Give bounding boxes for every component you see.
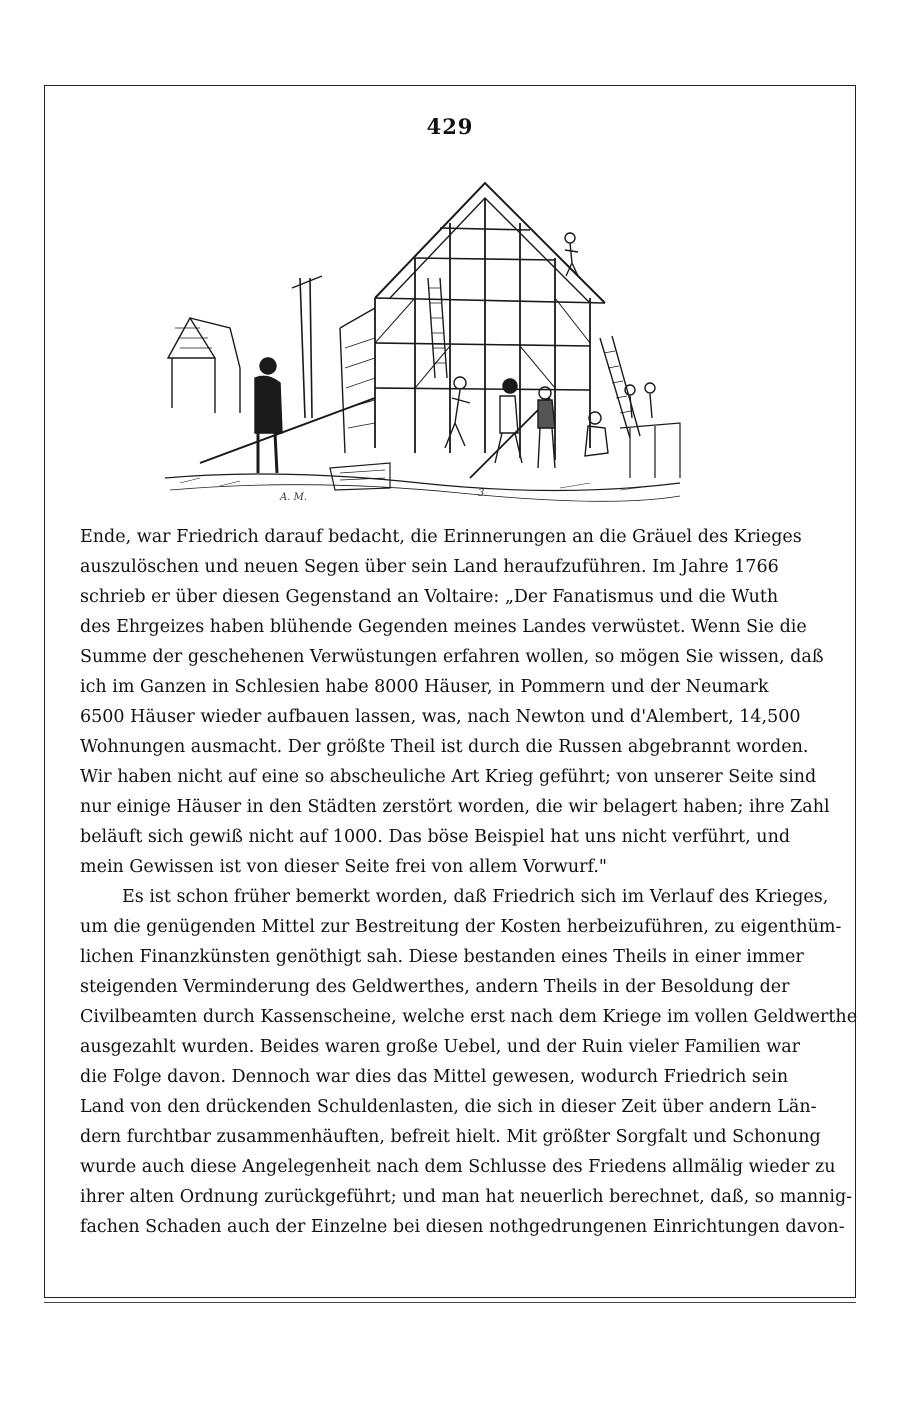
text-line: 6500 Häuser wieder aufbauen lassen, was, nach Newton und d'Alembert, 14,500 bbox=[80, 707, 801, 727]
text-line: Summe der geschehenen Verwüstungen erfahren wollen, so mögen Sie wissen, daß bbox=[80, 647, 824, 667]
text-line: Civilbeamten durch Kassenscheine, welche erst nach dem Kriege im vollen Geldwerthe bbox=[80, 1007, 858, 1027]
text-line: dern furchtbar zusammenhäuften, befreit hielt. Mit größter Sorgfalt und Schonung bbox=[80, 1127, 821, 1147]
page-number: 429 bbox=[426, 114, 474, 139]
text-line: wurde auch diese Angelegenheit nach dem Schlusse des Friedens allmälig wieder zu bbox=[80, 1157, 836, 1177]
text-line: Es ist schon früher bemerkt worden, daß Friedrich sich im Verlauf des Krieges, bbox=[122, 887, 829, 907]
text-line: Wohnungen ausmacht. Der größte Theil ist durch die Russen abgebrannt worden. bbox=[80, 737, 809, 757]
text-line: Land von den drückenden Schuldenlasten, die sich in dieser Zeit über andern Län- bbox=[80, 1097, 817, 1117]
text-line: beläuft sich gewiß nicht auf 1000. Das böse Beispiel hat uns nicht verführt, und bbox=[80, 827, 791, 847]
text-line: schrieb er über diesen Gegenstand an Voltaire: „Der Fanatismus und die Wuth bbox=[80, 587, 779, 607]
text-line: ausgezahlt wurden. Beides waren große Uebel, und der Ruin vieler Familien war bbox=[80, 1037, 801, 1057]
engraving-building-construction-icon bbox=[160, 178, 685, 503]
body-text bbox=[80, 522, 858, 1242]
text-line: des Ehrgeizes haben blühende Gegenden meines Landes verwüstet. Wenn Sie die bbox=[80, 617, 807, 637]
text-line: ihrer alten Ordnung zurückgeführt; und man hat neuerlich berechnet, daß, so mannig- bbox=[80, 1187, 853, 1207]
text-line: fachen Schaden auch der Einzelne bei diesen nothgedrungenen Einrichtungen davon- bbox=[80, 1217, 845, 1237]
text-line: auszulöschen und neuen Segen über sein Land heraufzuführen. Im Jahre 1766 bbox=[80, 557, 779, 577]
text-line: die Folge davon. Dennoch war dies das Mittel gewesen, wodurch Friedrich sein bbox=[80, 1067, 789, 1087]
text-line: mein Gewissen ist von dieser Seite frei von allem Vorwurf." bbox=[80, 857, 607, 877]
text-line: um die genügenden Mittel zur Bestreitung der Kosten herbeizuführen, zu eigenthüm- bbox=[80, 917, 842, 937]
text-line: steigenden Verminderung des Geldwerthes, andern Theils in der Besoldung der bbox=[80, 977, 790, 997]
text-line: nur einige Häuser in den Städten zerstört worden, die wir belagert haben; ihre Zahl bbox=[80, 797, 830, 817]
bottom-rule bbox=[44, 1302, 856, 1303]
paragraph-2 bbox=[80, 882, 858, 1242]
text-line: Wir haben nicht auf eine so abscheuliche Art Krieg geführt; von unserer Seite sind bbox=[80, 767, 817, 787]
signature-right: 3. bbox=[478, 488, 488, 499]
paragraph-1 bbox=[80, 522, 830, 882]
signature-left: A. M. bbox=[280, 492, 307, 503]
text-line: ich im Ganzen in Schlesien habe 8000 Häuser, in Pommern und der Neumark bbox=[80, 677, 769, 697]
text-line: lichen Finanzkünsten genöthigt sah. Diese bestanden eines Theils in einer immer bbox=[80, 947, 804, 967]
text-line: Ende, war Friedrich darauf bedacht, die Erinnerungen an die Gräuel des Krieges bbox=[80, 527, 802, 547]
